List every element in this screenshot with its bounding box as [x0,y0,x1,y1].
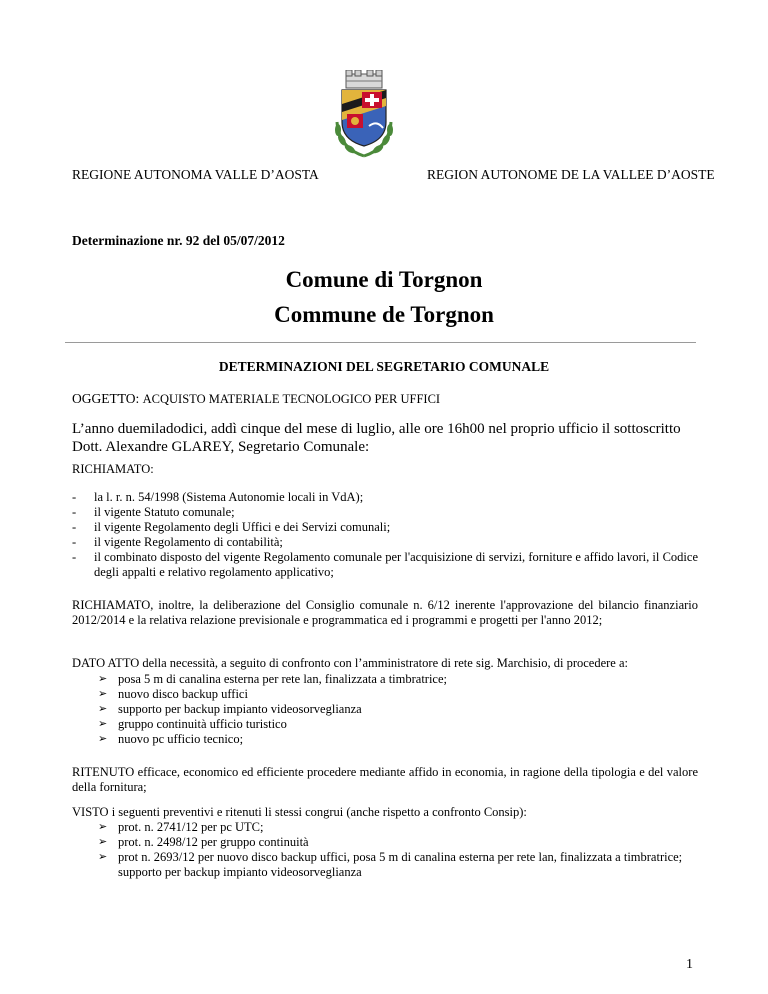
arrow-bullet-icon: ➢ [98,733,108,745]
richiamato-label: RICHIAMATO: [72,462,154,476]
list-item: ➢ prot. n. 2741/12 per pc UTC; [98,820,264,834]
list-item: - il vigente Statuto comunale; [72,505,235,519]
header-divider [65,342,696,343]
arrow-bullet-icon: ➢ [98,851,108,863]
arrow-bullet-icon: ➢ [98,821,108,833]
municipal-crest [329,70,399,160]
list-item: - la l. r. n. 54/1998 (Sistema Autonomie locali in VdA); [72,490,364,504]
list-item: ➢ gruppo continuità ufficio turistico [98,717,287,731]
section-heading: DETERMINAZIONI DEL SEGRETARIO COMUNALE [218,359,550,374]
visto-list [72,820,698,880]
richiamato-list [72,490,698,580]
shield-icon [342,90,386,146]
list-item: ➢ prot. n. 2498/12 per gruppo continuità [98,835,309,849]
list-item: ➢ supporto per backup impianto videosorveglianza [98,702,362,716]
list-item: - il combinato disposto del vigente Regolamento comunale per l'acquisizione di servizi, forniture e affido lavori, il Codice degli appalti e relativo regolamento applicativo; [72,550,698,579]
list-item: ➢ prot n. 2693/12 per nuovo disco backup uffici, posa 5 m di canalina esterna per rete lan, finalizzata a timbratrice; supporto per backup impianto videosorveglianza [98,850,683,879]
subject-line [72,391,440,407]
determination-number: Determinazione nr. 92 del 05/07/2012 [72,233,285,248]
list-item: - il vigente Regolamento degli Uffici e dei Servizi comunali; [72,520,391,534]
intro-paragraph: L’anno duemiladodici, addì cinque del mese di luglio, alle ore 16h00 nel proprio ufficio il sottoscritto Dott. Alexandre GLAREY, Segretario Comunale: [72,421,681,455]
title-italian: Comune di Torgnon [285,267,483,292]
arrow-bullet-icon: ➢ [98,703,108,715]
region-name-italian: REGIONE AUTONOMA VALLE D’AOSTA [72,167,319,182]
dato-atto-intro: DATO ATTO della necessità, a seguito di confronto con l’amministratore di rete sig. Marchisio, di procedere a: [72,656,628,670]
visto-intro: VISTO i seguenti preventivi e ritenuti li stessi congrui (anche rispetto a confronto Consip): [72,805,527,819]
list-item: ➢ posa 5 m di canalina esterna per rete lan, finalizzata a timbratrice; [98,672,448,686]
list-item: ➢ nuovo disco backup uffici [98,687,248,701]
page-number: 1 [686,957,693,972]
dato-atto-list [72,672,698,747]
list-item: ➢ nuovo pc ufficio tecnico; [98,732,244,746]
arrow-bullet-icon: ➢ [98,688,108,700]
ritenuto-paragraph: RITENUTO efficace, economico ed efficiente procedere mediante affido in economia, in ragione della tipologia e del valore della fornitura; [72,765,698,794]
arrow-bullet-icon: ➢ [98,836,108,848]
region-name-french: REGION AUTONOME DE LA VALLEE D’AOSTE [427,167,715,182]
crown-icon [346,70,382,88]
richiamato-inoltre-paragraph: RICHIAMATO, inoltre, la deliberazione del Consiglio comunale n. 6/12 inerente l'approvazione del bilancio finanziario 2012/2014 e la relativa relazione previsionale e programmatica ed i programmi e progetti per l'anno 2012; [72,598,698,627]
arrow-bullet-icon: ➢ [98,673,108,685]
subject-label: OGGETTO: [72,391,140,406]
title-french: Commune de Torgnon [274,302,494,327]
list-item: - il vigente Regolamento di contabilità; [72,535,283,549]
arrow-bullet-icon: ➢ [98,718,108,730]
subject-value: ACQUISTO MATERIALE TECNOLOGICO PER UFFICI [142,392,441,406]
